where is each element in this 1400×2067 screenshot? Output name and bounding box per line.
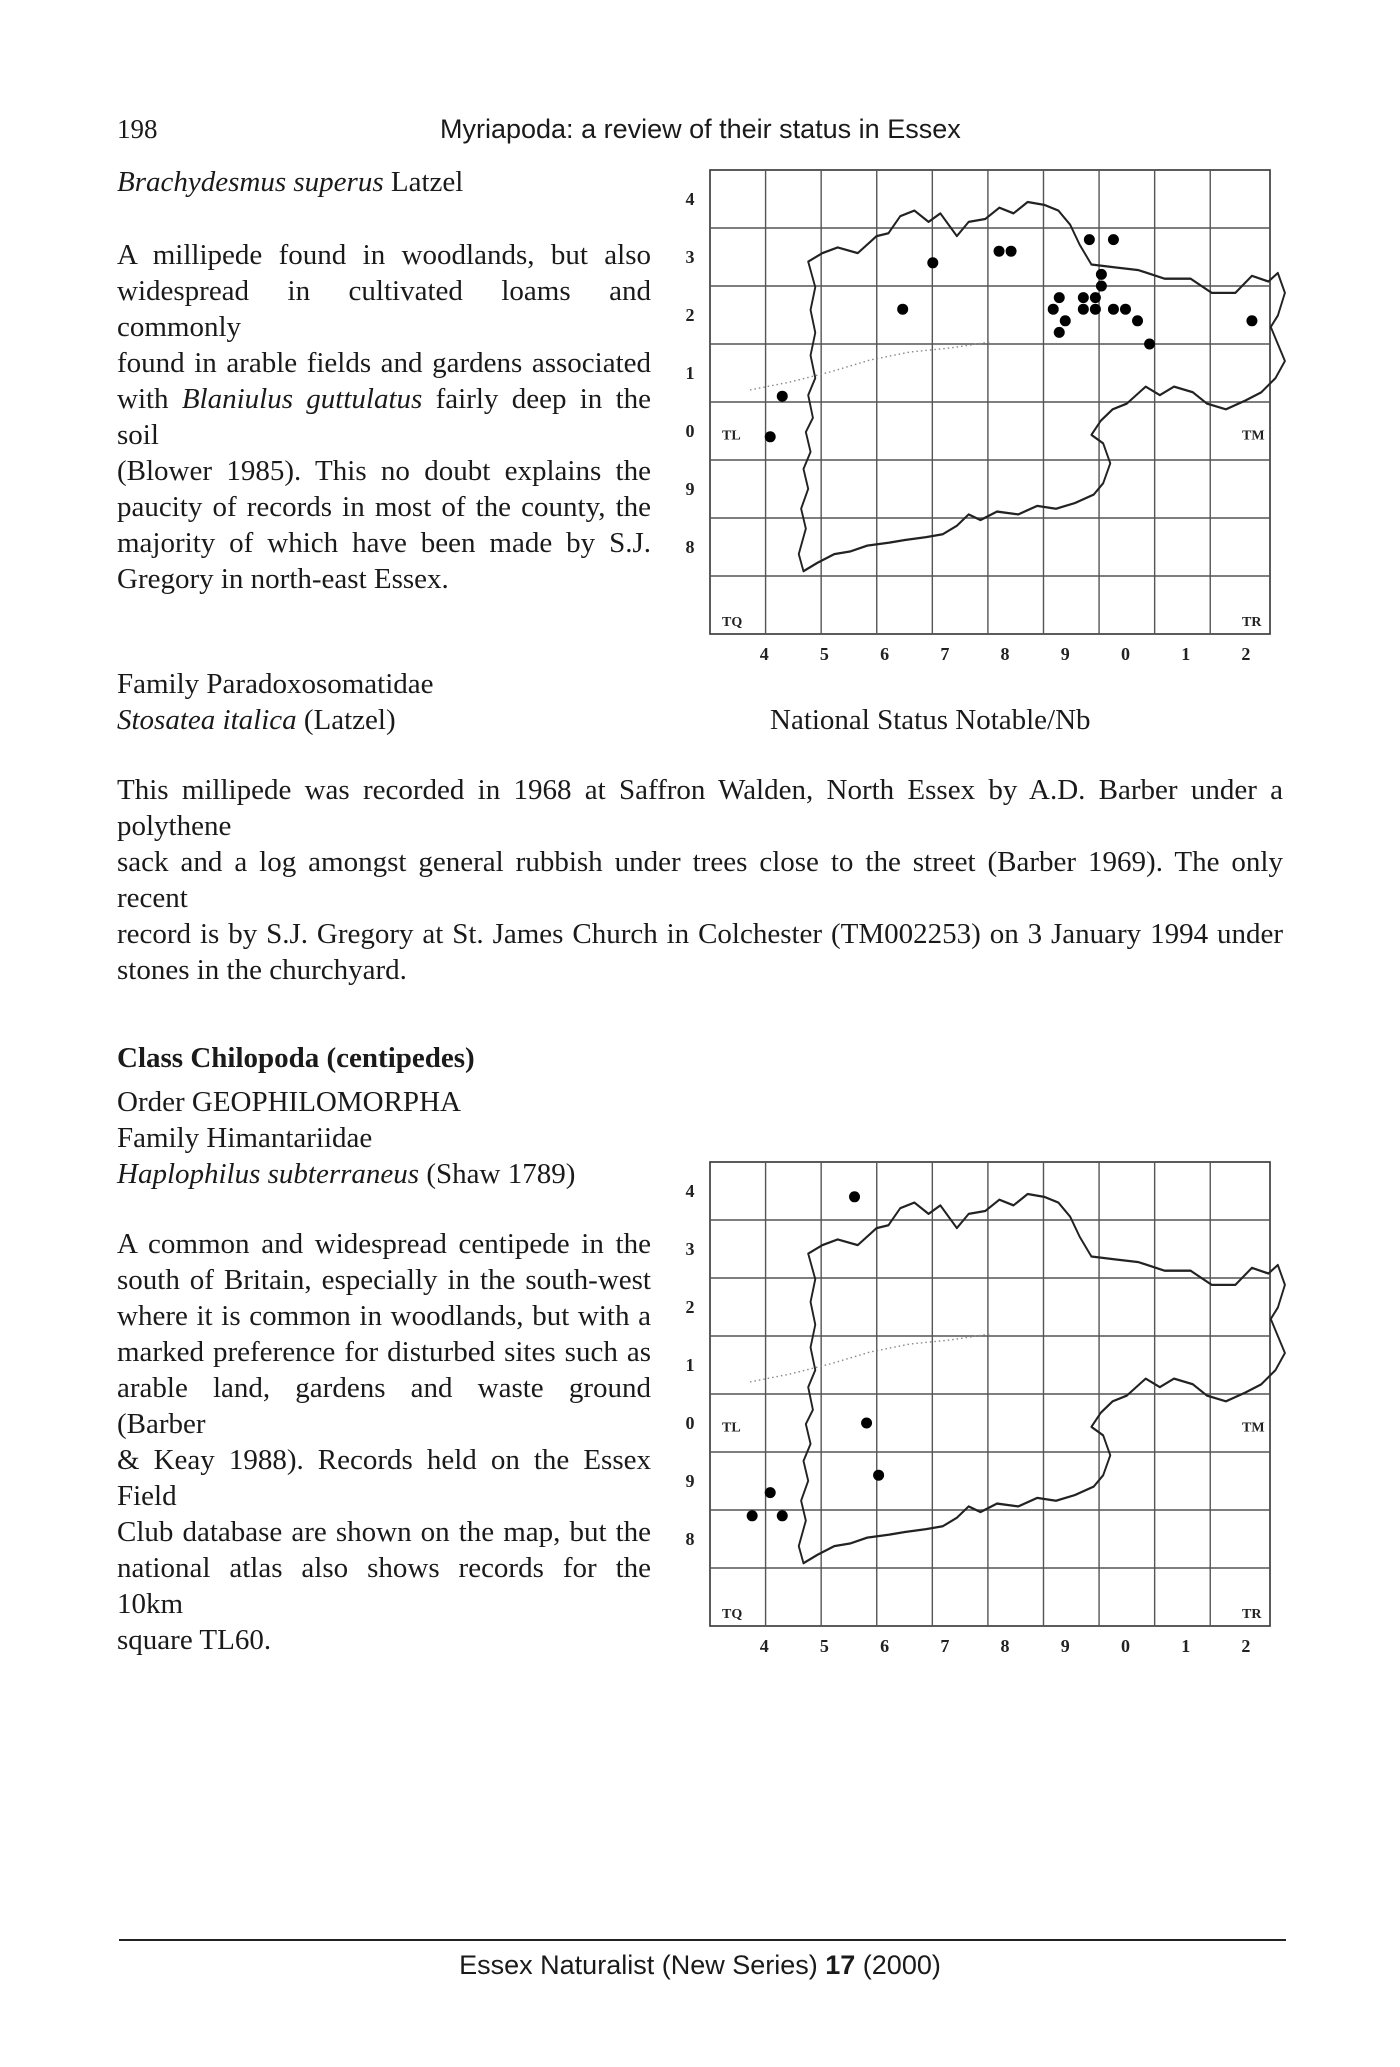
- text-line: [117, 381, 651, 453]
- text-line: paucity of records in most of the county, the: [117, 491, 651, 523]
- x-tick-label: 8: [1000, 644, 1010, 660]
- square-label-tq: TQ: [722, 1607, 743, 1622]
- species-name: Stosatea italica: [117, 704, 297, 736]
- text-line: widespread in cultivated loams and commonly: [117, 275, 651, 343]
- family-name: Family Paradoxosomatidae: [117, 668, 434, 700]
- x-tick-label: 7: [940, 644, 950, 660]
- record-dot: [747, 1510, 758, 1521]
- record-dot: [777, 391, 788, 402]
- y-tick-label: 1: [685, 363, 695, 383]
- record-dot: [1006, 246, 1017, 257]
- text-line: Club database are shown on the map, but the: [117, 1516, 651, 1548]
- x-tick-label: 1: [1181, 644, 1191, 660]
- record-dot: [1054, 292, 1065, 303]
- square-label-tr: TR: [1242, 1607, 1262, 1622]
- text-line: majority of which have been made by S.J.: [117, 527, 651, 559]
- species-name: Haplophilus subterraneus: [117, 1158, 420, 1190]
- x-tick-label: 6: [880, 1636, 890, 1652]
- y-tick-label: 0: [685, 421, 695, 441]
- class-heading: [117, 1040, 475, 1076]
- text-fragment: with: [117, 383, 182, 415]
- x-tick-label: 0: [1120, 1636, 1130, 1652]
- square-label-tl: TL: [722, 428, 741, 444]
- text-line: (Blower 1985). This no doubt explains the: [117, 455, 651, 487]
- record-dot: [1108, 304, 1119, 315]
- y-tick-label: 1: [685, 1355, 695, 1375]
- text-line: This millipede was recorded in 1968 at Saffron Walden, North Essex by A.D. Barber under a polythene: [117, 774, 1283, 842]
- x-tick-label: 6: [880, 644, 890, 660]
- species-description: [117, 1226, 651, 1658]
- record-dot: [1084, 234, 1095, 245]
- status-note: National Status Notable/Nb: [770, 704, 1091, 736]
- x-tick-label: 2: [1241, 644, 1251, 660]
- x-tick-label: 4: [759, 1636, 769, 1652]
- record-dot: [1144, 339, 1155, 350]
- square-label-tl: TL: [722, 1420, 741, 1436]
- footer-citation: [0, 1950, 1400, 1981]
- record-dot: [765, 1487, 776, 1498]
- record-dot: [1246, 315, 1257, 326]
- family-name: Family Himantariidae: [117, 1122, 373, 1154]
- x-tick-label: 4: [759, 644, 769, 660]
- record-dot: [861, 1418, 872, 1429]
- footer-rule: [119, 1939, 1286, 1941]
- text-line: A common and widespread centipede in the: [117, 1228, 651, 1260]
- record-dot: [873, 1470, 884, 1481]
- y-tick-label: 8: [685, 537, 695, 557]
- square-label-tr: TR: [1242, 615, 1262, 630]
- text-line: national atlas also shows records for the 10km: [117, 1552, 651, 1620]
- text-line: A millipede found in woodlands, but also: [117, 239, 651, 271]
- distribution-map: [670, 160, 1290, 660]
- x-tick-label: 7: [940, 1636, 950, 1652]
- x-tick-label: 2: [1241, 1636, 1251, 1652]
- text-line: stones in the churchyard.: [117, 954, 407, 986]
- y-tick-label: 3: [685, 1239, 695, 1259]
- record-dot: [1096, 281, 1107, 292]
- record-dot: [1078, 304, 1089, 315]
- y-tick-label: 0: [685, 1413, 695, 1433]
- vice-county-boundary: [750, 1334, 990, 1382]
- species-author: (Shaw 1789): [419, 1158, 576, 1190]
- county-boundary: [799, 1194, 1285, 1563]
- text-fragment: fairly deep in the soil: [117, 383, 652, 451]
- y-tick-label: 3: [685, 247, 695, 267]
- map-plot-area: [686, 170, 1285, 660]
- x-tick-label: 1: [1181, 1636, 1191, 1652]
- record-dot: [1096, 269, 1107, 280]
- text-line: record is by S.J. Gregory at St. James Church in Colchester (TM002253) on 3 January 1994 under: [117, 918, 1283, 950]
- record-dot: [765, 431, 776, 442]
- record-dot: [1108, 234, 1119, 245]
- text-line: south of Britain, especially in the south-west: [117, 1264, 651, 1296]
- square-label-tm: TM: [1242, 428, 1265, 444]
- record-dot: [1048, 304, 1059, 315]
- x-tick-label: 0: [1120, 644, 1130, 660]
- x-tick-label: 9: [1060, 644, 1070, 660]
- y-tick-label: 2: [685, 1297, 695, 1317]
- record-dot: [1078, 292, 1089, 303]
- text-line: arable land, gardens and waste ground (Barber: [117, 1372, 651, 1440]
- order-name: Order GEOPHILOMORPHA: [117, 1086, 461, 1118]
- record-dot: [927, 257, 938, 268]
- publication-year: (2000): [855, 1950, 941, 1980]
- text-line: Gregory in north-east Essex.: [117, 563, 449, 595]
- square-label-tm: TM: [1242, 1420, 1265, 1436]
- record-dot: [1090, 304, 1101, 315]
- species-author: Latzel: [383, 166, 464, 198]
- text-line: where it is common in woodlands, but with a: [117, 1300, 651, 1332]
- record-dot: [897, 304, 908, 315]
- x-tick-label: 5: [819, 644, 829, 660]
- x-tick-label: 5: [819, 1636, 829, 1652]
- record-dot: [1054, 327, 1065, 338]
- x-tick-label: 8: [1000, 1636, 1010, 1652]
- record-dot: [849, 1191, 860, 1202]
- county-boundary: [799, 202, 1285, 571]
- species-heading: [117, 1156, 575, 1192]
- record-dot: [1132, 315, 1143, 326]
- text-line: found in arable fields and gardens associated: [117, 347, 651, 379]
- record-dot: [1090, 292, 1101, 303]
- species-name: Blaniulus guttulatus: [181, 383, 423, 415]
- map-plot-area: [686, 1162, 1285, 1652]
- distribution-map: [670, 1152, 1290, 1652]
- text-line: square TL60.: [117, 1624, 272, 1656]
- text-line: sack and a log amongst general rubbish under trees close to the street (Barber 1969). The only recent: [117, 846, 1283, 914]
- vice-county-boundary: [750, 342, 990, 390]
- text-line: marked preference for disturbed sites such as: [117, 1336, 651, 1368]
- text-line: & Keay 1988). Records held on the Essex Field: [117, 1444, 651, 1512]
- record-dot: [1060, 315, 1071, 326]
- running-title: Myriapoda: a review of their status in Essex: [440, 114, 961, 144]
- record-dot: [777, 1510, 788, 1521]
- y-tick-label: 2: [685, 305, 695, 325]
- species-description: [117, 237, 651, 597]
- species-author: (Latzel): [296, 704, 396, 736]
- species-heading: [117, 702, 396, 738]
- y-tick-label: 9: [685, 479, 695, 499]
- x-tick-label: 9: [1060, 1636, 1070, 1652]
- species-heading: [117, 164, 463, 200]
- volume-number: 17: [825, 1950, 856, 1980]
- species-description: [117, 772, 1283, 988]
- class-heading-text: Class Chilopoda (centipedes): [117, 1042, 475, 1074]
- record-dot: [994, 246, 1005, 257]
- y-tick-label: 4: [685, 189, 695, 209]
- y-tick-label: 4: [685, 1181, 695, 1201]
- page-number: 198: [117, 114, 158, 144]
- y-tick-label: 9: [685, 1471, 695, 1491]
- species-name: Brachydesmus superus: [117, 166, 384, 198]
- y-tick-label: 8: [685, 1529, 695, 1549]
- record-dot: [1120, 304, 1131, 315]
- square-label-tq: TQ: [722, 615, 743, 630]
- journal-name: Essex Naturalist (New Series): [459, 1950, 826, 1980]
